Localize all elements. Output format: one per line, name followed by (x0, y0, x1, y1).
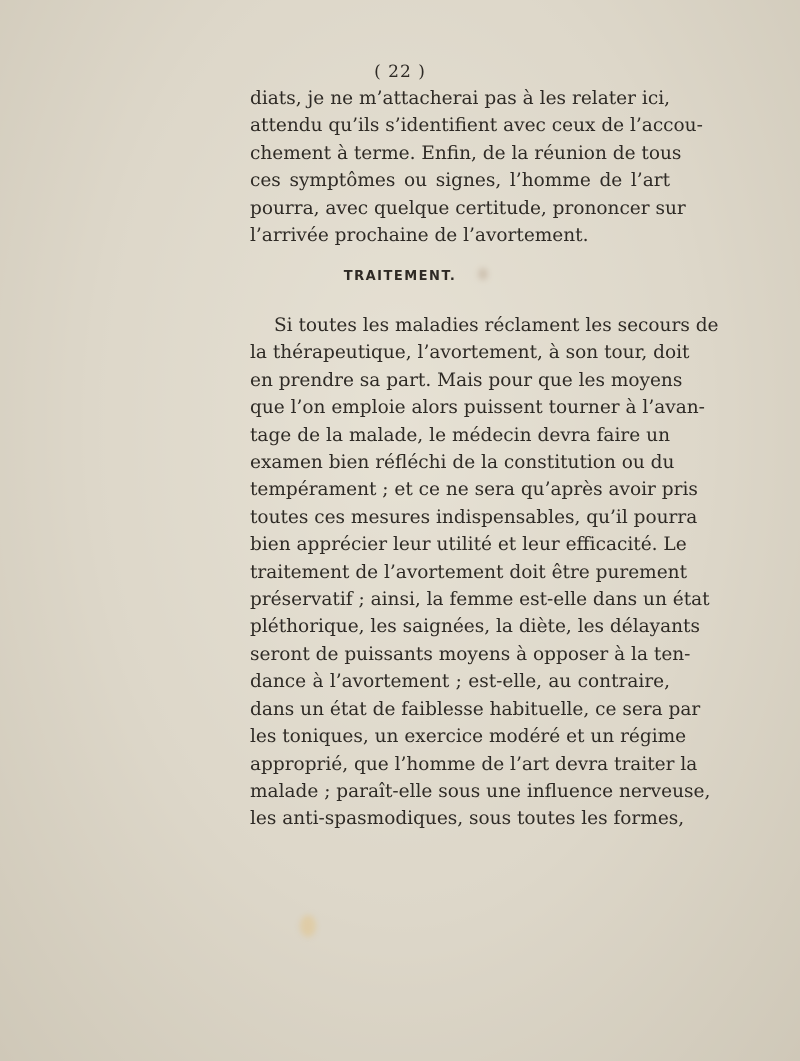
text-line: toutes ces mesures indispensables, qu’il pourra (250, 506, 698, 528)
text-line: chement à terme. Enfin, de la réunion de tous (250, 142, 682, 164)
text-line: pourra, avec quelque certitude, prononcer sur (250, 197, 686, 219)
text-line: diats, je ne m’attacherai pas à les relater ici, (250, 88, 670, 109)
text-line: attendu qu’ils s’identifient avec ceux de l’accou- (250, 115, 703, 137)
text-line: les toniques, un exercice modéré et un régime (250, 726, 687, 748)
paper-stain (300, 915, 316, 937)
text-line: en prendre sa part. Mais pour que les moyens (250, 369, 683, 391)
page-number: ( 22 ) (374, 62, 426, 82)
text-line: ces symptômes ou signes, l’homme de l’art (250, 170, 670, 192)
paragraph-treatment (250, 312, 719, 833)
text-line: la thérapeutique, l’avortement, à son tour, doit (250, 342, 690, 364)
text-line: approprié, que l’homme de l’art devra traiter la (250, 753, 698, 775)
text-line: bien apprécier leur utilité et leur efficacité. Le (250, 534, 687, 556)
text-line: pléthorique, les saignées, la diète, les délayants (250, 616, 700, 638)
text-line: seront de puissants moyens à opposer à la ten- (250, 643, 691, 665)
text-line: que l’on emploie alors puissent tourner à l’avan- (250, 397, 705, 419)
text-line: les anti-spasmodiques, sous toutes les formes, (250, 808, 685, 830)
section-heading: TRAITEMENT. (343, 269, 457, 284)
text-line: l’arrivée prochaine de l’avortement. (250, 225, 589, 247)
text-line: préservatif ; ainsi, la femme est-elle dans un état (250, 589, 710, 611)
paragraph-symptoms (250, 85, 703, 249)
text-line: dance à l’avortement ; est-elle, au contraire, (250, 671, 670, 693)
text-line: Si toutes les maladies réclament les secours de (274, 315, 719, 336)
text-line: tempérament ; et ce ne sera qu’après avoir pris (250, 479, 698, 501)
text-line: traitement de l’avortement doit être purement (250, 561, 688, 583)
text-line: tage de la malade, le médecin devra faire un (250, 424, 670, 446)
text-line: dans un état de faiblesse habituelle, ce sera par (250, 698, 701, 720)
text-line: examen bien réfléchi de la constitution ou du (250, 452, 675, 474)
text-line: malade ; paraît-elle sous une influence nerveuse, (250, 780, 711, 802)
